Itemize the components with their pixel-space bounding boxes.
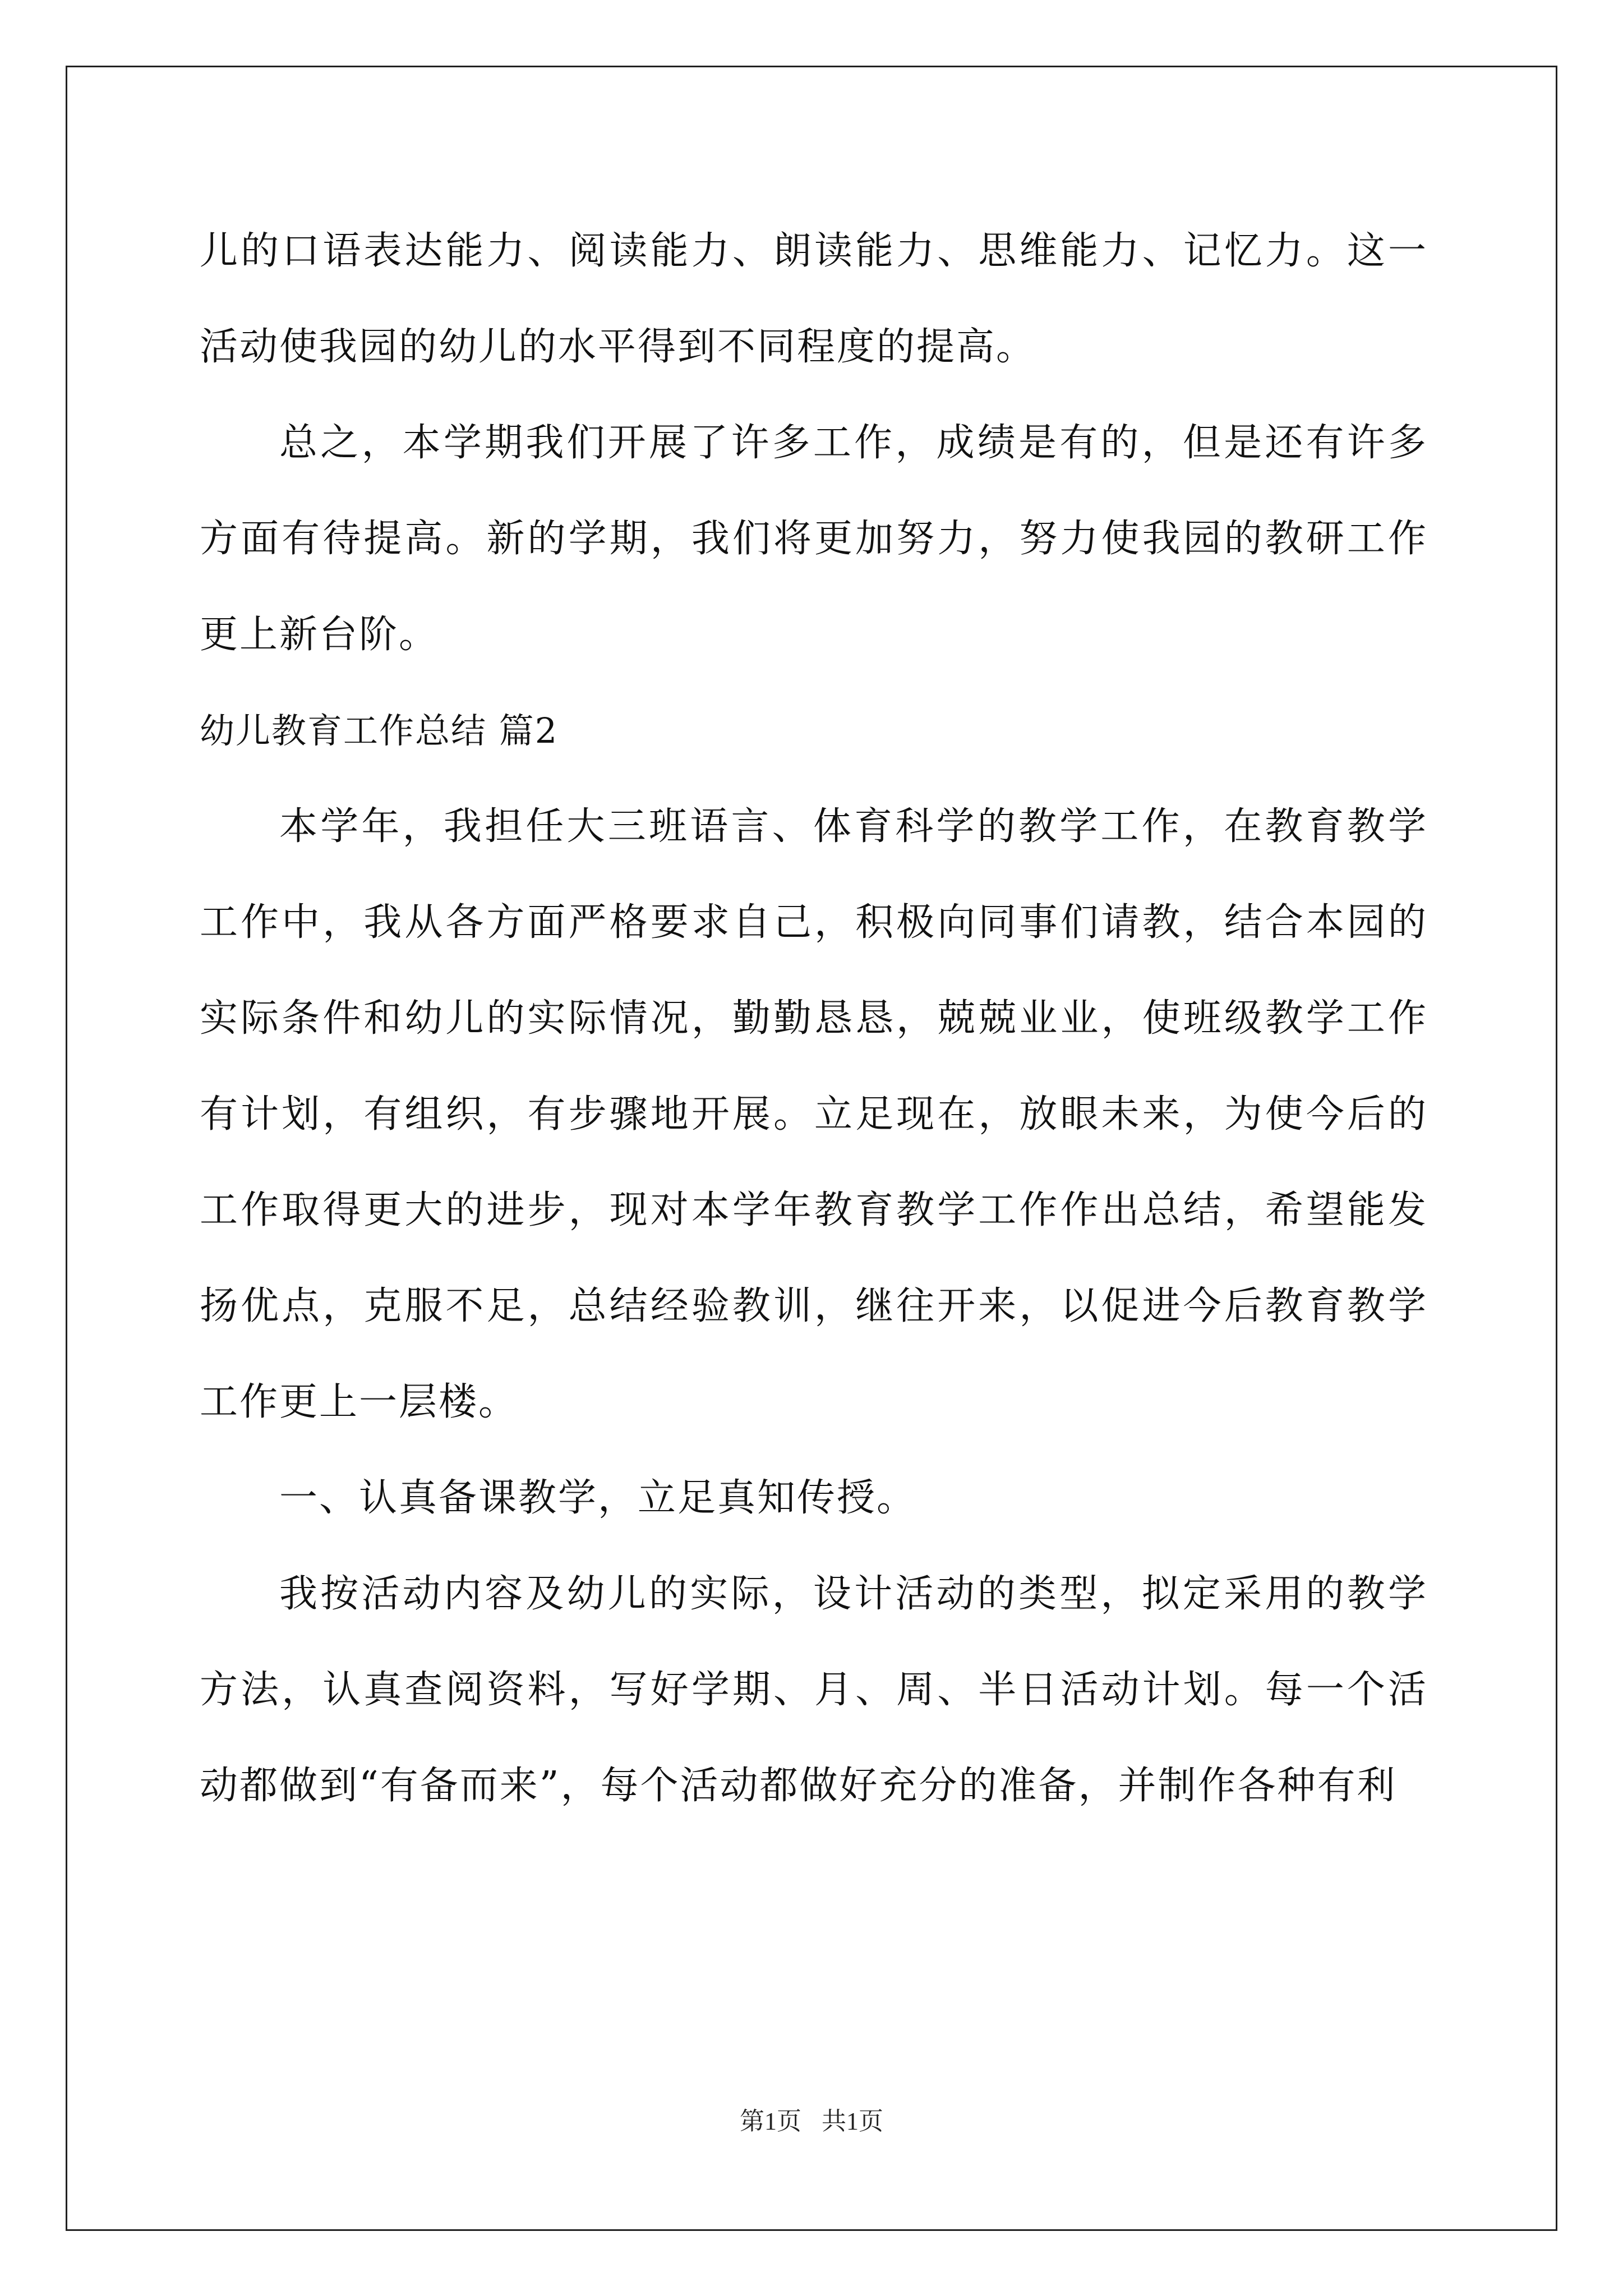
page-footer	[0, 2101, 1623, 2137]
document-body	[200, 203, 1428, 1834]
section-heading: 幼儿教育工作总结 篇2	[200, 710, 559, 751]
paragraph-4: 一、认真备课教学，立足真知传授。	[279, 1476, 917, 1520]
paragraph-2: 总之，本学期我们开展了许多工作，成绩是有的，但是还有许多方面有待提高。新的学期，我们将更加努力，努力使我园的教研工作更上新台阶。	[200, 421, 1428, 657]
paragraph-5: 我按活动内容及幼儿的实际，设计活动的类型，拟定采用的教学方法，认真查阅资料，写好学期、月、周、半日活动计划。每一个活动都做到“有备而来”，每个活动都做好充分的准备，并制作各种有利	[200, 1572, 1428, 1808]
paragraph-1: 儿的口语表达能力、阅读能力、朗读能力、思维能力、记忆力。这一活动使我园的幼儿的水平得到不同程度的提高。	[200, 229, 1428, 369]
page-total: 共1页	[822, 2108, 883, 2135]
paragraph-3: 本学年，我担任大三班语言、体育科学的教学工作，在教育教学工作中，我从各方面严格要求自己，积极向同事们请教，结合本园的实际条件和幼儿的实际情况，勤勤恳恳，兢兢业业，使班级教学工作有计划，有组织，有步骤地开展。立足现在，放眼未来，为使今后的工作取得更大的进步，现对本学年教育教学工作作出总结，希望能发扬优点，克服不足，总结经验教训，继往开来，以促进今后教育教学工作更上一层楼。	[200, 804, 1428, 1424]
page-number: 第1页	[740, 2108, 801, 2135]
